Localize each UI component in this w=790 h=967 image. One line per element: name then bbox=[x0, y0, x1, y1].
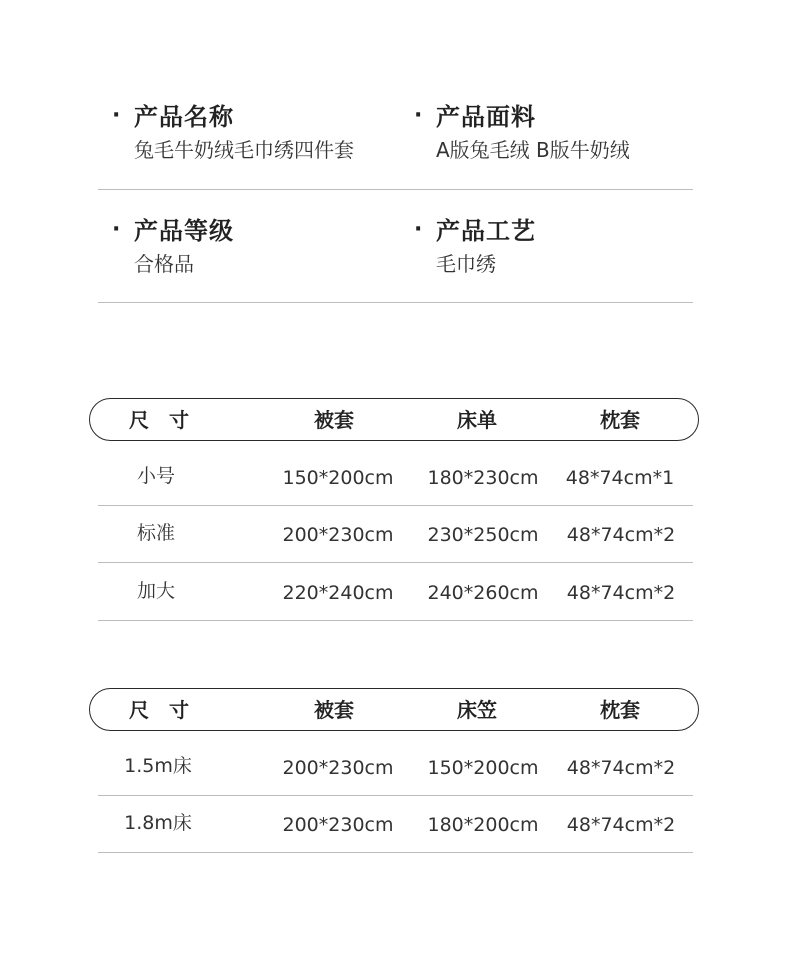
row-pillowcase: 48*74cm*2 bbox=[566, 524, 676, 546]
divider bbox=[98, 505, 693, 506]
row-pillowcase: 48*74cm*2 bbox=[566, 757, 676, 779]
row-fitted-sheet: 150*200cm bbox=[427, 757, 539, 779]
row-size: 加大 bbox=[136, 580, 176, 602]
divider bbox=[98, 189, 693, 190]
attr-product-name bbox=[112, 102, 354, 164]
bullet: · bbox=[112, 217, 121, 242]
header-pillowcase: 枕套 bbox=[600, 698, 640, 722]
row-size: 1.8m床 bbox=[124, 812, 192, 834]
bullet: · bbox=[112, 103, 121, 128]
divider bbox=[98, 302, 693, 303]
bullet: · bbox=[414, 217, 423, 242]
attr-label: 产品面料 bbox=[436, 103, 536, 131]
row-size: 小号 bbox=[136, 465, 176, 487]
header-duvet: 被套 bbox=[314, 698, 354, 722]
divider bbox=[98, 562, 693, 563]
row-duvet: 150*200cm bbox=[282, 467, 394, 489]
size-table-2-header bbox=[89, 688, 699, 731]
header-pillowcase: 枕套 bbox=[600, 408, 640, 432]
attr-label: 产品名称 bbox=[134, 103, 234, 131]
row-sheet: 180*230cm bbox=[427, 467, 539, 489]
row-sheet: 240*260cm bbox=[427, 582, 539, 604]
attr-fabric bbox=[414, 102, 630, 164]
header-fitted-sheet: 床笠 bbox=[457, 698, 497, 722]
row-duvet: 200*230cm bbox=[282, 814, 394, 836]
attr-value: 合格品 bbox=[134, 252, 194, 276]
row-size: 标准 bbox=[136, 522, 176, 544]
divider bbox=[98, 620, 693, 621]
header-size: 尺 寸 bbox=[129, 408, 189, 432]
row-duvet: 200*230cm bbox=[282, 524, 394, 546]
attr-value: A版兔毛绒 B版牛奶绒 bbox=[436, 138, 630, 162]
header-size: 尺 寸 bbox=[129, 698, 189, 722]
attr-craft bbox=[414, 216, 536, 278]
bullet: · bbox=[414, 103, 423, 128]
row-duvet: 220*240cm bbox=[282, 582, 394, 604]
attr-label: 产品等级 bbox=[134, 217, 234, 245]
row-size: 1.5m床 bbox=[124, 755, 192, 777]
header-duvet: 被套 bbox=[314, 408, 354, 432]
divider bbox=[98, 795, 693, 796]
attr-value: 毛巾绣 bbox=[436, 252, 496, 276]
row-pillowcase: 48*74cm*1 bbox=[565, 467, 675, 489]
row-pillowcase: 48*74cm*2 bbox=[566, 582, 676, 604]
attr-label: 产品工艺 bbox=[436, 217, 536, 245]
row-fitted-sheet: 180*200cm bbox=[427, 814, 539, 836]
size-table-1-header bbox=[89, 398, 699, 441]
header-sheet: 床单 bbox=[457, 408, 497, 432]
divider bbox=[98, 852, 693, 853]
row-sheet: 230*250cm bbox=[427, 524, 539, 546]
row-duvet: 200*230cm bbox=[282, 757, 394, 779]
row-pillowcase: 48*74cm*2 bbox=[566, 814, 676, 836]
attr-value: 兔毛牛奶绒毛巾绣四件套 bbox=[134, 138, 354, 162]
attr-grade bbox=[112, 216, 234, 278]
